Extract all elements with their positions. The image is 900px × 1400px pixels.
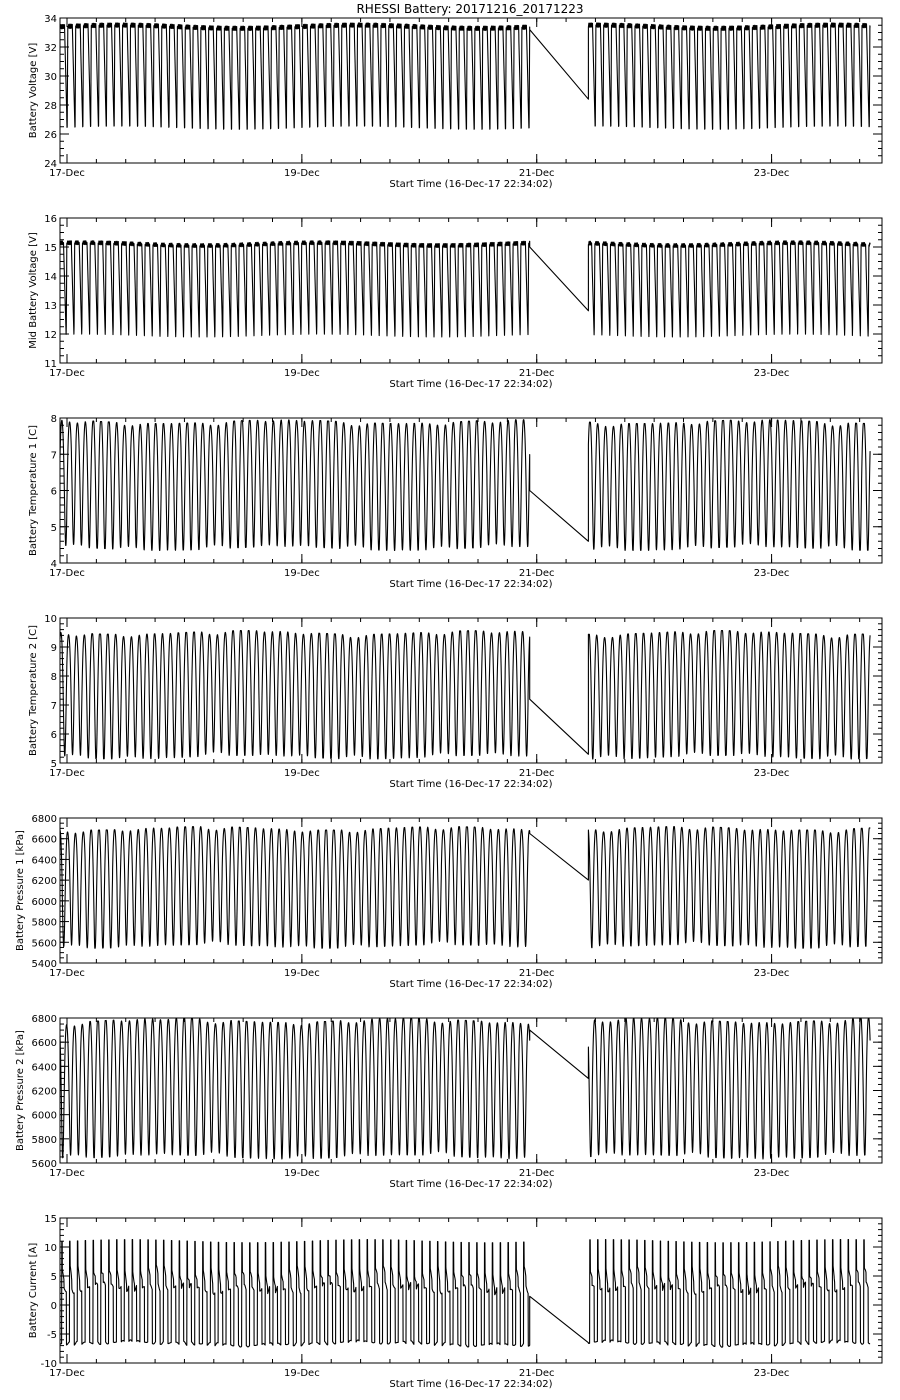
series-line	[60, 631, 870, 759]
y-tick-label: 14	[44, 272, 57, 283]
x-tick-label: 17-Dec	[49, 368, 85, 379]
x-tick-label: 21-Dec	[518, 768, 555, 779]
y-tick-label: 6600	[31, 1038, 57, 1050]
y-tick-label: 4	[50, 559, 57, 570]
x-tick-label: 19-Dec	[284, 1168, 320, 1179]
y-tick-label: 6	[50, 486, 57, 498]
x-axis-title: Start Time (16-Dec-17 22:34:02)	[389, 1179, 553, 1190]
x-tick-label: 17-Dec	[49, 168, 85, 179]
series-line	[60, 1018, 870, 1159]
y-tick-label: 15	[44, 243, 57, 254]
x-tick-label: 17-Dec	[49, 768, 85, 779]
x-tick-label: 19-Dec	[284, 768, 320, 779]
y-tick-label: 13	[44, 301, 57, 312]
x-tick-label: 23-Dec	[753, 168, 790, 179]
y-tick-label: 34	[44, 14, 57, 25]
x-tick-label: 23-Dec	[753, 768, 790, 779]
panel-6	[15, 1014, 882, 1190]
y-tick-label: 5800	[31, 1134, 57, 1146]
y-tick-label: 0	[50, 1301, 57, 1312]
y-tick-label: 6000	[31, 1110, 57, 1122]
panel-4	[28, 614, 882, 790]
x-tick-label: 23-Dec	[753, 368, 790, 379]
x-axis-title: Start Time (16-Dec-17 22:34:02)	[389, 579, 553, 590]
x-tick-label: 23-Dec	[753, 1368, 790, 1379]
y-tick-label: 10	[44, 1243, 57, 1254]
x-tick-label: 21-Dec	[518, 968, 555, 979]
x-tick-label: 21-Dec	[518, 568, 555, 579]
y-tick-label: 5	[50, 522, 57, 534]
y-tick-label: 12	[44, 330, 57, 341]
y-tick-label: 26	[44, 130, 57, 141]
y-tick-label: 30	[44, 72, 57, 83]
y-axis-label: Mid Battery Voltage [V]	[28, 232, 39, 349]
y-axis-label: Battery Current [A]	[28, 1242, 39, 1339]
y-tick-label: 5600	[31, 1159, 57, 1170]
y-tick-label: 16	[44, 214, 57, 225]
y-axis-label: Battery Pressure 1 [kPa]	[15, 830, 26, 951]
panel-7	[28, 1214, 882, 1390]
y-axis-label: Battery Pressure 2 [kPa]	[15, 1030, 26, 1151]
y-tick-label: 5800	[31, 917, 57, 929]
y-tick-label: 5	[50, 759, 57, 770]
x-tick-label: 19-Dec	[284, 968, 320, 979]
panel-1	[28, 14, 882, 190]
y-tick-label: 6200	[31, 1086, 57, 1098]
x-tick-label: 21-Dec	[518, 368, 555, 379]
y-tick-label: 5400	[31, 959, 57, 970]
x-tick-label: 17-Dec	[49, 1168, 85, 1179]
x-axis-title: Start Time (16-Dec-17 22:34:02)	[389, 179, 553, 190]
y-axis-label: Battery Temperature 2 [C]	[28, 624, 39, 757]
x-axis-title: Start Time (16-Dec-17 22:34:02)	[389, 1379, 553, 1390]
series-line	[60, 241, 870, 337]
y-tick-label: -10	[40, 1359, 57, 1370]
panel-2	[28, 214, 882, 390]
x-tick-label: 19-Dec	[284, 168, 320, 179]
y-tick-label: 6400	[31, 1062, 57, 1074]
y-tick-label: 6800	[31, 1014, 57, 1025]
y-tick-label: 7	[50, 450, 57, 462]
y-tick-label: 6800	[31, 814, 57, 825]
x-axis-title: Start Time (16-Dec-17 22:34:02)	[389, 779, 553, 790]
y-tick-label: 8	[50, 672, 57, 683]
y-tick-label: 6	[50, 730, 57, 741]
y-tick-label: 6200	[31, 876, 57, 888]
y-axis-label: Battery Temperature 1 [C]	[28, 424, 39, 557]
y-tick-label: 9	[50, 643, 57, 654]
y-tick-label: -5	[47, 1330, 57, 1341]
x-tick-label: 17-Dec	[49, 1368, 85, 1379]
y-tick-label: 7	[50, 701, 57, 712]
y-tick-label: 24	[44, 159, 57, 170]
x-tick-label: 23-Dec	[753, 968, 790, 979]
x-axis-title: Start Time (16-Dec-17 22:34:02)	[389, 979, 553, 990]
x-tick-label: 19-Dec	[284, 368, 320, 379]
series-line	[60, 420, 870, 551]
y-tick-label: 32	[44, 43, 57, 54]
series-line	[60, 23, 870, 129]
panels-group	[15, 14, 882, 1390]
y-tick-label: 5	[50, 1272, 57, 1283]
y-tick-label: 6000	[31, 896, 57, 908]
x-tick-label: 17-Dec	[49, 568, 85, 579]
y-tick-label: 8	[50, 414, 57, 425]
x-tick-label: 23-Dec	[753, 568, 790, 579]
y-tick-label: 6600	[31, 834, 57, 846]
y-tick-label: 10	[44, 614, 57, 625]
x-tick-label: 19-Dec	[284, 568, 320, 579]
figure-title: RHESSI Battery: 20171216_20171223	[356, 2, 584, 16]
x-axis-title: Start Time (16-Dec-17 22:34:02)	[389, 379, 553, 390]
series-line	[60, 1240, 870, 1348]
y-axis-label: Battery Voltage [V]	[28, 42, 39, 139]
y-tick-label: 11	[44, 359, 57, 370]
panel-5	[15, 814, 882, 990]
x-tick-label: 21-Dec	[518, 168, 555, 179]
panel-3	[28, 414, 882, 590]
x-tick-label: 23-Dec	[753, 1168, 790, 1179]
y-tick-label: 15	[44, 1214, 57, 1225]
x-tick-label: 19-Dec	[284, 1368, 320, 1379]
y-tick-label: 5600	[31, 938, 57, 950]
y-tick-label: 28	[44, 101, 57, 112]
y-tick-label: 6400	[31, 855, 57, 867]
x-tick-label: 21-Dec	[518, 1168, 555, 1179]
x-tick-label: 21-Dec	[518, 1368, 555, 1379]
series-line	[60, 827, 870, 949]
x-tick-label: 17-Dec	[49, 968, 85, 979]
